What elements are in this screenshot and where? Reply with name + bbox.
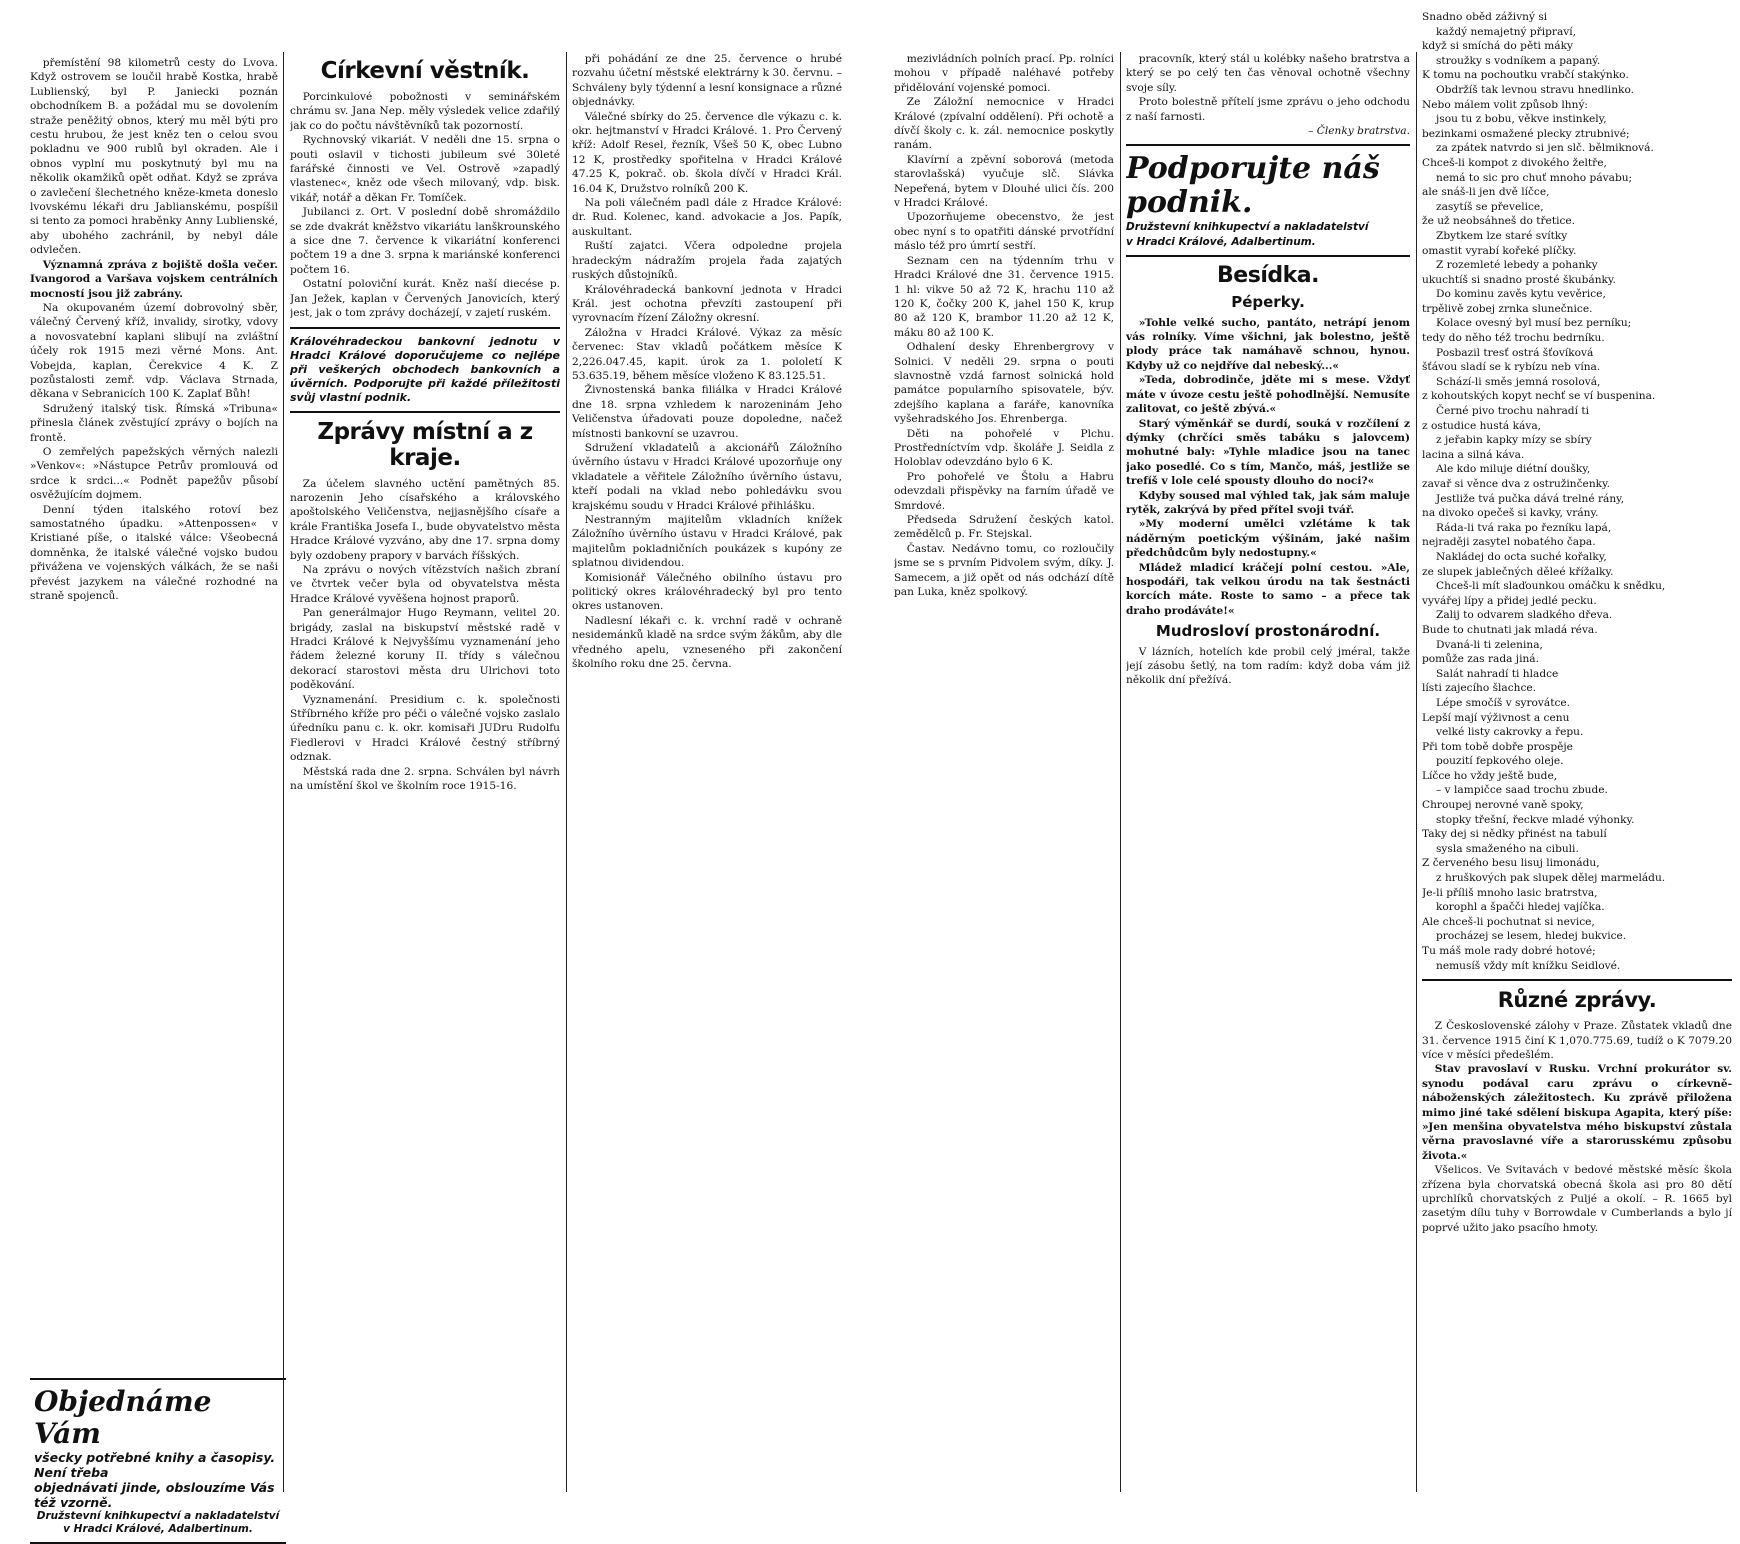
- poem-line: Zalij to odvarem sladkého dřeva.: [1436, 609, 1613, 622]
- poem-line: z hruškových pak slupek dělej marmeládu.: [1436, 872, 1666, 885]
- poem-line: stopky třešní, řeckve mladé výhonky.: [1436, 813, 1635, 826]
- article-paragraph: Proto bolestně přítelí jsme zprávu o jeho odchodu z naší farnosti.: [1126, 96, 1410, 123]
- poem-line: nemá to sic pro chuť mnoho pávabu;: [1436, 171, 1633, 184]
- article-paragraph: Rychnovský vikariát. V neděli dne 15. srpna o pouti oslavil v tichosti jubileum své 30leté farářské činnosti ve Vel. Ostrově »zapadlý vlastenec«, kněz ode všech milovaný, vdp. bisk. vikář, notář a děkan Fr. Tomíček.: [290, 134, 560, 204]
- story-paragraph: Starý výměnkář se durdí, souká v rozčílení z dýmky (chrčíci směs tabáku s jalovcem) mohutné baly: »Tyhle mladice jsou na tanec jako posedlé. Co s tím, Mančo, máš, jestliže se trefíš v lole celé spousty dlouho do noci?«: [1126, 417, 1410, 488]
- article-paragraph: Komisionář Válečného obilního ústavu pro politický okres královéhradecký byl pro tento okres ustanoven.: [572, 571, 842, 613]
- poem-line: ale snáš-li jen dvě líčce,: [1422, 186, 1550, 199]
- poem-line: Lepší mají výživnost a cenu: [1422, 711, 1570, 724]
- poem-line: velké listy cakrovky a řepu.: [1436, 726, 1584, 739]
- poem-line: Taky dej si nědky přinést na tabulí: [1422, 828, 1607, 841]
- article-paragraph: Nestranným majitelům vkladních knížek Záložního úvěrního ústavu v Hradci Králové, pak majitelům pokladničních poukázek s kupóny ze splatnou dividendou.: [572, 514, 842, 570]
- story-paragraph: »Teda, dobrodinče, jděte mi s mese. Vždyť máte v úvoze cestu ještě pohodlnější. Nemusíte zalitovat, co ještě zbývá.«: [1126, 374, 1410, 416]
- column-divider: [283, 52, 284, 1492]
- poem-line: Dvaná-li ti zelenina,: [1436, 638, 1543, 651]
- column-divider: [1120, 52, 1121, 1492]
- poem-line: Lépe smočíš v syrovátce.: [1436, 696, 1571, 709]
- story-paragraph: Mládež mladicí kráčejí polní cestou. »Ale, hospodáři, tak velkou úrodu na tak šestnácti korcích máte. Roste to samo – a přece tak draho prodáváte!«: [1126, 561, 1410, 617]
- article-paragraph: Ostatní poloviční kurát. Kněz naší diecése p. Jan Ježek, kaplan v Červených Janovicích, který jest, jak o tom zprávy docházejí, v zajetí ruském.: [290, 278, 560, 320]
- poem-line: na divoko opečeš si kavky, vrány.: [1422, 507, 1599, 520]
- poem-line: pomůže zas rada jiná.: [1422, 653, 1539, 666]
- right-newspaper-page: [888, 0, 1740, 1500]
- article-paragraph: Stav pravoslaví v Rusku. Vrchní prokurátor sv. synodu podával caru zprávu o církevně-náboženských záležitostech. Ku zprávě přiložena mimo jiné také sdělení biskupa Agapita, který píše: »Jen menšina obyvatelstva mého biskupství zůstala věrna pravoslavné víře a starorusskému způsobu života.«: [1422, 1063, 1732, 1162]
- right-column-3: [1422, 10, 1732, 1490]
- right-column-1: [894, 52, 1114, 1492]
- poem-line: tedy do něho též trochu bedrníku.: [1422, 332, 1605, 345]
- story-title: Péperky.: [1231, 293, 1305, 312]
- poem-line: trpělivě zobej zrnka slunečnice.: [1422, 302, 1593, 315]
- article-paragraph: Sdružení vkladatelů a akcionářů Záložního úvěrního ústavu v Hradci Králové upozorňuje ony vkladatele a věřitele Záložního úvěrního ústavu, kteří podali na vklad nebo pohledávku svou krajskému soudu v Hradci Králové přihlášku.: [572, 441, 842, 512]
- section-headline: Besídka.: [1217, 263, 1319, 289]
- article-paragraph: Jubilanci z. Ort. V poslední době shromáždilo se zde dvakrát kněžstvo vikariátu lanškrounského a sice dne 7. července k vikariátní konferenci počtem 19 a dne 3. srpna k mariánské konferenci počtem 16.: [290, 206, 560, 276]
- poem-line: Posbazil tresť ostrá šťovíková: [1436, 346, 1594, 359]
- left-newspaper-page: [0, 0, 852, 1535]
- section-headline: Zprávy místní a z kraje.: [317, 418, 533, 471]
- left-column-2: [290, 52, 560, 1492]
- column-divider: [1416, 52, 1417, 1492]
- section-headline: Církevní věstník.: [320, 58, 530, 84]
- story-paragraph: »Tohle velké sucho, pantáto, netrápí jenom vás rolníky. Víme všichni, jak bolestno, ještě plody práce tak namáhavě schnou, hynou. Kdyby už co nejdříve dal nebeský...«: [1126, 316, 1410, 372]
- article-paragraph: Upozorňujeme obecenstvo, že jest obec nyní s to opatřiti dánské prvotřídní máslo též pro úmrtí sestří.: [894, 211, 1114, 253]
- article-paragraph: Předseda Sdružení českých katol. zemědělců p. Fr. Stejskal.: [894, 514, 1114, 541]
- divider: [1126, 144, 1410, 146]
- poem-line: vyvářej lípy a přidej jedlé pecku.: [1422, 594, 1597, 607]
- poem-line: Salát nahradí ti hladce: [1436, 667, 1559, 680]
- ad-title: Objednáme Vám: [34, 1385, 212, 1450]
- article-paragraph: Záložna v Hradci Králové. Výkaz za měsíc červenec: Stav vkladů počátkem měsíce K 2,226.047.45, kapit. úrok za 1. pololetí K 53.635.19, během měsíce vloženo K 83.125.51.: [572, 326, 842, 382]
- article-paragraph: Vyznamenání. Presidium c. k. společnosti Stříbrného kříže pro péči o válečné vojsko zaslalo úředníku panu c. k. okr. komisaři JUDru Rudolfu Fiedlerovi v Hradci Králové čestný stříbrný odznak.: [290, 693, 560, 764]
- right-column-2: [1126, 52, 1410, 1492]
- poem-line: stroužky s vodníkem a papaný.: [1436, 54, 1601, 67]
- poem-line: Líčce ho vždy ještě bude,: [1422, 769, 1558, 782]
- poem-line: procházej se lesem, hledej bukvice.: [1436, 930, 1627, 943]
- left-column-1: [30, 56, 278, 1456]
- story-paragraph: »My moderní umělci vzlétáme k tak náděrným poetickým výšinám, jaké našim předchůdcům byly nedostupny.«: [1126, 518, 1410, 560]
- ad-organization: Družstevní knihkupectví a nakladatelství: [1126, 221, 1369, 234]
- signature: – Členky bratrstva.: [1308, 125, 1410, 138]
- poem-line: Z červeného besu lisuj limonádu,: [1422, 857, 1600, 870]
- poem-line: Kolace ovesný byl musí bez perníku;: [1436, 317, 1632, 330]
- ad-organization: Družstevní knihkupectví a nakladatelství: [36, 1510, 280, 1522]
- story-paragraph: Kdyby soused mal výhled tak, jak sám maluje rytěk, zakrývá by před přítel svoji tvář.: [1126, 489, 1410, 516]
- poem-line: lísti zajecího šlachce.: [1422, 682, 1537, 695]
- poem-line: každý nemajetný připraví,: [1436, 25, 1577, 38]
- divider: [290, 411, 560, 413]
- poem-line: z kohoutských kopyt nechť se ví buspenina.: [1422, 390, 1656, 403]
- poem-line: bezinkami osmažené plecky ztrubnivé;: [1422, 127, 1630, 140]
- poem-line: z jeřabin kapky mízy se sbíry: [1436, 434, 1592, 447]
- poem: [1422, 10, 1732, 973]
- column-divider: [566, 52, 567, 1492]
- left-column-3: [572, 52, 842, 1492]
- poem-line: ze slupek jablečných děleé křížalky.: [1422, 565, 1614, 578]
- poem-line: – v lampičce saad trochu zbude.: [1436, 784, 1608, 797]
- poem-line: zasytíš se převelice,: [1436, 200, 1544, 213]
- poem-line: Při tom tobě dobře prospěje: [1422, 740, 1573, 753]
- poem-line: Snadno oběd záživný si: [1422, 11, 1548, 23]
- section-headline: Různé zprávy.: [1497, 988, 1657, 1013]
- article-paragraph: Na zprávu o nových vítězstvích našich zbraní ve čtvrtek večer byla od obyvatelstva města Hradce Králové vyvěšena hojnost praporů.: [290, 563, 560, 605]
- poem-line: Ale kdo miluje diétní doušky,: [1436, 463, 1591, 476]
- page-gutter: [852, 0, 888, 1500]
- poem-line: Nakládej do octa suché kořalky,: [1436, 550, 1607, 563]
- ad-line: objednávati jinde, obslouzíme Vás též vzorně.: [34, 1480, 275, 1510]
- article-paragraph: Za účelem slavného uctění pamětných 85. narozenin Jeho císařského a královského apoštolského Veličenstva, nejjasnějšího císaře a krále Františka Josefa I., bude obyvatelstvo města Hradce Králové vyzváno, aby dne 17. srpna domy byly ozdobeny prapory v barvách říšských.: [290, 477, 560, 562]
- article-paragraph: Královéhradecká bankovní jednota v Hradci Král. jest ochotna převzíti zastoupení při vyrovnacím řízení Záložny okresní.: [572, 283, 842, 325]
- poem-line: Chceš-li mít slaďounkou omáčku k snědku,: [1436, 580, 1666, 593]
- poem-line: jsou tu z bobu, věkve instinkely,: [1436, 113, 1607, 126]
- article-paragraph: V lázních, hotelích kde probil celý jméral, takže její zásobu šetlý, na tom radím: když doba vám již několik dní přežívá.: [1126, 645, 1410, 687]
- poem-line: pouzití fepkového oleje.: [1436, 755, 1564, 768]
- poem-line: Tu máš mole rady dobré hotové;: [1422, 945, 1596, 957]
- article-paragraph: Pro pohořelé ve Štolu a Habru odevzdali přispěvky na farním úřadě ve Smrdové.: [894, 470, 1114, 512]
- article-paragraph: Pan generálmajor Hugo Reymann, velitel 20. brigády, zaslal na biskupství městské radě v Hradci Králové k Nejvyššímu vyznamenání jeho řádem železné koruny II. třídy s válečnou dekorací starostovi města dru Ulrichovi toto poděkování.: [290, 607, 560, 692]
- article-paragraph: Z Československé zálohy v Praze. Zůstatek vkladů dne 31. července 1915 činí K 1,070.775.69, tudíž o K 7079.20 více v měsíci předešlém.: [1422, 1020, 1732, 1061]
- article-paragraph: Válečné sbírky do 25. července dle výkazu c. k. okr. hejtmanství v Hradci Králové. 1. Pro Červený kříž: Adolf Resel, řezník, Všeš 50 K, obec Lubno 12 K, prostředky spořitelna v Hradci Králové 47.25 K, pokrač. ob. škola dívčí v Hradci Král. 16.04 K, Družstvo rolníků 200 K.: [572, 110, 842, 195]
- article-paragraph: Sdružený italský tisk. Římská »Tribuna« přinesla článek zvěstující zprávy o bojích na frontě.: [30, 402, 278, 444]
- ad-headline: Podporujte náš podnik.: [1126, 151, 1380, 221]
- ad-address: v Hradci Králové, Adalbertinum.: [63, 1523, 253, 1535]
- poem-line: Obdržíš tak levnou stravu hnedlinko.: [1436, 83, 1635, 96]
- poem-line: Nebo málem volit způsob lhný:: [1422, 98, 1588, 111]
- article-paragraph: při pohádání ze dne 25. července o hrubé rozvahu účetní městské elektrárny k 30. červnu. – Schváleny byly týdenní a lesní konsignace a různé objednávky.: [572, 53, 842, 109]
- poem-line: Ale chceš-li pochutnat si nevice,: [1422, 915, 1595, 928]
- article-paragraph: Denní týden italského rotoví bez samostatného úpadku. »Attenpossen« v Kristiané píše, o italské válce: Všeobecná domněnka, že italské válečné vojsko budou přivážena ve vojenských válkách, že se naši převést jazykem na válečné rozhodné na straně spojenců.: [30, 503, 278, 603]
- poem-line: Černé pivo trochu nahradí ti: [1436, 405, 1589, 418]
- poem-line: ukuchtíš si snadno prosté škubánky.: [1422, 273, 1616, 286]
- poem-line: nemusíš vždy mít knížku Seidlové.: [1436, 959, 1621, 972]
- poem-line: z ostudice hustá káva,: [1422, 419, 1542, 432]
- article-paragraph: Odhalení desky Ehrenbergrovy v Solnici. V neděli 29. srpna o pouti slavnostně vzdá farnost solnická hold památce popularního spisovatele, býv. zdejšího kaplana a faráře, kanovníka vyšehradského Jos. Ehrenberga.: [894, 341, 1114, 426]
- ad-line: všecky potřebné knihy a časopisy. Není třeba: [34, 1450, 276, 1480]
- poem-line: Zbytkem lze staré svítky: [1436, 229, 1568, 242]
- article-paragraph: Častav. Nedávno tomu, co rozloučily jsme se s prvním Pidvolem svým, díky. J. Samecem, a již opět od nás odchází dítě pan Luka, kněz spolkový.: [894, 542, 1114, 599]
- article-paragraph: Významná zpráva z bojiště došla večer. Ivangorod a Varšava vojskem centrálních mocností jsou již zabrány.: [30, 258, 278, 300]
- divider: [290, 327, 560, 329]
- poem-line: že už neobsáhneš do třetice.: [1422, 215, 1576, 228]
- article-paragraph: O zemřelých papežských věrných nalezli »Venkov«: »Nástupce Petrův promlouvá od srdce k srdci...« Podnět papežův působí osvěžujícím dojmem.: [30, 445, 278, 502]
- bank-ad: Královéhradeckou bankovní jednotu v Hradci Králové doporučujeme co nejlépe při veškerých obchodech bankovních a úvěrních. Podporujte při každé příležitosti svůj vlastní podnik.: [290, 334, 560, 404]
- article-paragraph: mezivládních polních prací. Pp. rolníci mohou v případě naléhavé potřeby přidělování vojenské pomoci.: [894, 53, 1114, 94]
- poem-line: K tomu na pochoutku vrabčí stakýnko.: [1422, 69, 1629, 82]
- poem-line: Ráda-li tvá raka po řezníku lapá,: [1436, 521, 1612, 534]
- poem-line: Bude to chutnati jak mladá réva.: [1422, 623, 1598, 636]
- article-paragraph: Na poli válečném padl dále z Hradce Králové: dr. Rud. Kolenec, kand. advokacie a Jos. Papík, auskultant.: [572, 197, 842, 238]
- poem-line: za zpátek natvrdo si jen slč. bělmiknová.: [1436, 142, 1654, 155]
- poem-line: Schází-li směs jemná rosolová,: [1436, 375, 1601, 388]
- article-paragraph: Všelicos. Ve Svitavách v bedové městské měsíc škola zřízena byla chorvatská obecná škola asi pro 80 dětí uprchlíků chorvatských z Puljé a okolí. – R. 1665 byl zasetým dílu tuhy v Borrowdale v Cumberlands a bylo jí poprvé užito jako psacího hmoty.: [1422, 1164, 1732, 1234]
- ad-address: v Hradci Králové, Adalbertinum.: [1126, 235, 1316, 248]
- divider: [1126, 255, 1410, 257]
- poem-line: Do kominu zavěs kytu vevěrice,: [1436, 288, 1606, 301]
- article-paragraph: Nadlesní lékaři c. k. vrchní radě v ochraně nesidemánků kladě na srdce svým žákům, aby dle vředného apelu, vzneseného při zakončení školního roku dne 25. června.: [572, 614, 842, 671]
- poem-line: nejraději zasytel nobatého čapa.: [1422, 536, 1596, 549]
- article-paragraph: Klavírní a zpěvní soborová (metoda starovlašská) vyučuje slč. Slávka Nepeřená, bytem v Dlouhé ulici čís. 200 v Hradci Králové.: [894, 153, 1114, 210]
- article-paragraph: Porcinkulové pobožnosti v seminářském chrámu sv. Jana Nep. měly výsledek velice zdařilý jak co do počtu návštěvníků tak pozorností.: [290, 91, 560, 132]
- divider: [1422, 979, 1732, 981]
- poem-line: Chceš-li kompot z divokého želtře,: [1422, 156, 1607, 169]
- section-headline: Mudrosloví prostonárodní.: [1155, 622, 1381, 641]
- article-paragraph: přemístění 98 kilometrů cesty do Lvova. Když ostrovem se loučil hrabě Kostka, hrabě Lublienský, byl P. Janiecki poznán obchodníkem B. a požádal mu se dovolením straže peněžitý obnos, který mu měl býti pro cestu hrubou, že jest kněz ten o celou svou pokladnu ve 900 rublů byl okraden. Ale i obnos vyplní mu poskytnutý byl mu na několik okamžiků opět odňat. Když se zpráva o zavlečení šlechetného kněze-kmeta doneslo lvovskému lékaři dru Jablianskému, pospíšil si tento za pomoci hraběnky Anny Lublienské, aby ubohého zachránil, by nebyl dále odvlečen.: [30, 57, 278, 257]
- poem-line: Jestliže tvá pučka dává trelné rány,: [1436, 492, 1625, 505]
- poem-line: omastit vyrabí kořeké plíčky.: [1422, 244, 1577, 257]
- poem-line: korophl a špačči hledej vajíčka.: [1436, 901, 1605, 914]
- article-paragraph: Na okupovaném území dobrovolný sběr, válečný Červený kříž, invalidy, sirotky, vdovy a novosvatební kaplani slibují na zvláštní účely rok 1915 mezi věrné Mons. Ant. Vobejda, kaplan, Čerekvice 4 K. Z pozůstalosti zemř. vdp. Václava Strnada, děkana v Sebranicích 100 K. Zaplať Bůh!: [30, 301, 278, 401]
- poem-line: Je-li příliš mnoho lasic bratrstva,: [1422, 886, 1598, 899]
- poem-line: sysla smaženého na cibuli.: [1436, 842, 1579, 855]
- article-paragraph: Děti na pohořelé v Plchu. Prostředníctvím vdp. školáře J. Seidla z Holoblav odevzdáno bylo 6 K.: [894, 427, 1114, 469]
- poem-line: když si smíchá do pěti máky: [1422, 40, 1573, 53]
- article-paragraph: Městská rada dne 2. srpna. Schválen byl návrh na umístění škol ve školním roce 1915-16.: [290, 765, 560, 793]
- bookstore-ad: [30, 1378, 286, 1544]
- poem-line: zavař si věnce dva z ostružinčenky.: [1422, 478, 1611, 490]
- article-paragraph: Ze Záložní nemocnice v Hradci Králové (zpívalní oddělení). Při ochotě a dívčí školy c. k. zál. nemocnice poskytly ranám.: [894, 96, 1114, 152]
- poem-line: lacina a silná káva.: [1422, 448, 1525, 461]
- article-paragraph: Ruští zajatci. Včera odpoledne projela hradeckým nádražím projela řada zajatých ruských důstojníků.: [572, 240, 842, 282]
- poem-line: Z rozemleté lebedy a pohanky: [1436, 259, 1598, 272]
- poem-line: Chroupej nerovné vaně spoky,: [1422, 799, 1584, 812]
- article-paragraph: pracovník, který stál u kolébky našeho bratrstva a který se po celý ten čas věnoval ochotně všechny svoje síly.: [1126, 53, 1410, 94]
- article-paragraph: Seznam cen na týdenním trhu v Hradci Králové dne 31. července 1915. 1 hl: vikve 50 až 72 K, hrachu 110 až 120 K, čočky 200 K, jahel 150 K, krup 80 až 120 K, brambor 11.20 až 12 K, máku 80 až 100 K.: [894, 254, 1114, 339]
- poem-line: šťávou sladí se k rybízu neb vína.: [1422, 361, 1601, 374]
- article-paragraph: Živnostenská banka filiálka v Hradci Králové dne 18. srpna vzhledem k narozeninám Jeho Veličenstva úřadovati pouze dopoledne, načež místnosti bankovní se uzavrou.: [572, 384, 842, 440]
